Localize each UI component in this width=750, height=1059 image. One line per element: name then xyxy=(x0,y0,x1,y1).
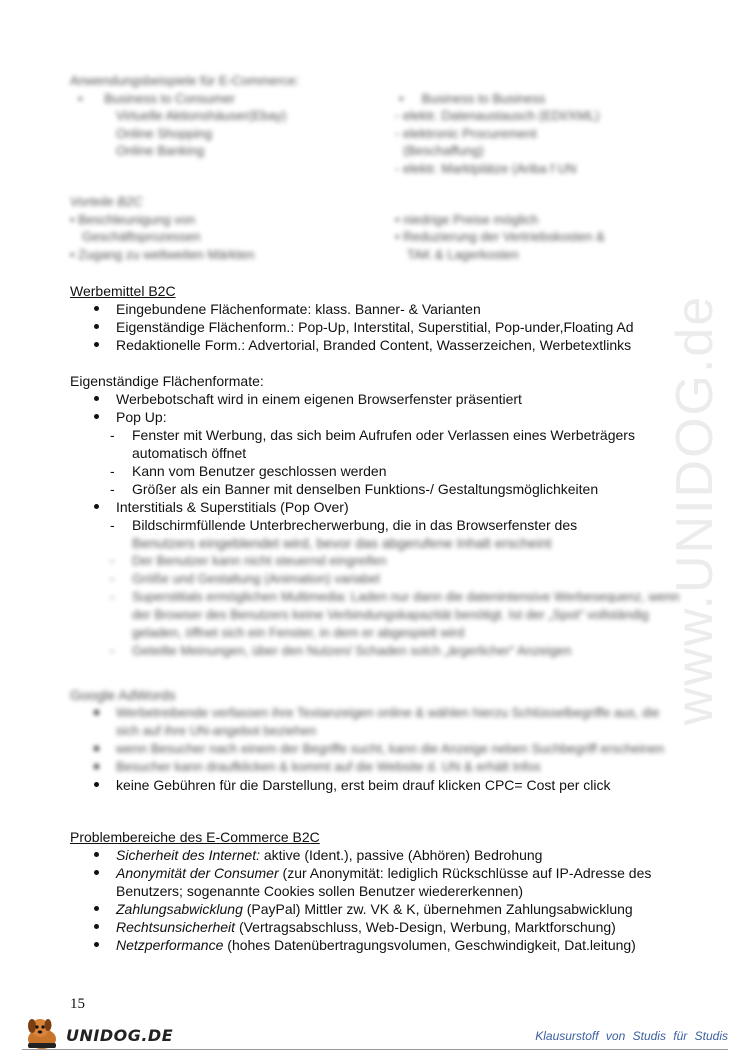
popup-list xyxy=(70,426,682,498)
examples-right-item: - elektr. Marktplätze (Ariba f UN xyxy=(395,160,577,176)
interstitial-blur-list xyxy=(70,552,682,660)
problem-text: aktive (Ident.), passive (Abhören) Bedrohung xyxy=(259,847,543,863)
list-item xyxy=(70,846,682,864)
list-item: Werbetreibende verfassen ihre Textanzeigen online & wählen hierzu Schlüsselbegriffe aus, die sich auf ihre UN-angebot beziehen xyxy=(70,704,682,740)
problem-text: (hohes Datenübertragungsvolumen, Geschwindigkeit, Dat.leitung) xyxy=(223,937,636,953)
sub-list-item: - Kann vom Benutzer geschlossen werden xyxy=(70,462,682,480)
examples-right-item: - elektronic Procurement xyxy=(395,125,537,141)
advantages-right-item: • niedrige Preise möglich xyxy=(395,211,539,227)
advantages-left-column xyxy=(70,211,390,264)
werbemittel-list xyxy=(70,300,682,354)
advantages-left-item: • Zugang zu weltweiten Märkten xyxy=(70,246,255,262)
list-item: Werbebotschaft wird in einem eigenen Browserfenster präsentiert xyxy=(70,390,682,408)
logo-text: UNIDOG.DE xyxy=(66,1026,174,1045)
problem-text: (PayPal) Mittler zw. VK & K, übernehmen Zahlungsabwicklung xyxy=(242,901,633,917)
problem-term: Zahlungsabwicklung xyxy=(116,901,243,917)
unidog-logo xyxy=(22,1012,174,1052)
footer-tagline: Klausurstoff von Studis für Studis xyxy=(535,1029,728,1043)
sub-list-item: - Der Benutzer kann nicht steuernd eingreifen xyxy=(70,552,682,570)
interstitial-first-line: - Bildschirmfüllende Unterbrecherwerbung, die in das Browserfenster des xyxy=(132,517,578,533)
probleme-title: Problembereiche des E-Commerce B2C xyxy=(70,829,320,845)
advantages-left-item: Geschäftsprozessen xyxy=(82,229,201,244)
werbemittel-title: Werbemittel B2C xyxy=(70,283,176,299)
problem-term: Netzperformance xyxy=(116,937,224,953)
list-item: Besucher kann draufklicken & kommt auf die Website d. UN & erhält Infos xyxy=(70,758,682,776)
eigen-section xyxy=(70,372,682,660)
sub-list-item xyxy=(70,516,682,552)
examples-left-column: • Business to Consumer Virtuelle Aktionshäuser(Ebay) Online Shopping Online Banking xyxy=(70,90,390,160)
sub-list-item: - Geteilte Meinungen, über den Nutzen/ Schaden solch „ärgerlicher“ Anzeigen xyxy=(70,642,682,660)
list-item: Interstitials & Superstitials (Pop Over) xyxy=(70,498,682,516)
advantages-right-column xyxy=(395,211,685,264)
examples-right-column: • Business to Business - elektr. Datenaustausch (EDI/XML) - elektronic Procurement (Beschaffung) - elektr. Marktplätze (Ariba f UN xyxy=(395,90,685,178)
list-item: Eigenständige Flächenform.: Pop-Up, Interstital, Superstitial, Pop-under,Floating Ad xyxy=(70,318,682,336)
advantages-right-item: • Reduzierung der Vertriebskosten & xyxy=(395,229,605,244)
sub-list-item: - Fenster mit Werbung, das sich beim Aufrufen oder Verlassen eines Werbeträgers automatisch öffnet xyxy=(70,426,682,462)
examples-left-heading: Business to Consumer xyxy=(104,90,236,106)
advantages-right-item: TAK & Lagerkosten xyxy=(407,246,519,262)
list-item xyxy=(70,918,682,936)
google-blur-list xyxy=(70,704,682,776)
problem-term: Anonymität der Consumer xyxy=(116,865,279,881)
list-item: Redaktionelle Form.: Advertorial, Branded Content, Wasserzeichen, Werbetextlinks xyxy=(70,336,682,354)
probleme-section xyxy=(70,828,682,954)
examples-left-item: Online Banking xyxy=(116,143,205,158)
problem-term: Sicherheit des Internet: xyxy=(116,847,260,863)
footer-divider xyxy=(22,1049,728,1050)
examples-right-heading: Business to Business xyxy=(421,90,546,106)
examples-right-item: (Beschaffung) xyxy=(403,143,484,158)
watermark-text: www.UNIDOG.de xyxy=(666,294,724,726)
page-number: 15 xyxy=(70,996,85,1012)
sub-list-item: - Größer als ein Banner mit denselben Funktions-/ Gestaltungsmöglichkeiten xyxy=(70,480,682,498)
sub-list-item: - Größe und Gestaltung (Animation) variabel xyxy=(70,570,682,588)
google-title: Google AdWords xyxy=(70,687,176,703)
examples-title: Anwendungsbeispiele für E-Commerce: xyxy=(70,73,300,88)
list-item: wenn Besucher nach einem der Begriffe sucht, kann die Anzeige neben Suchbegriff erscheinen xyxy=(70,740,682,758)
problem-text: (zur Anonymität: lediglich Rückschlüsse auf IP-Adresse des Benutzers; sogenannte Cookies sollen Benutzer wiedererkennen) xyxy=(116,865,652,899)
sub-list-item: - Superstitials ermöglichen Multimedia: Laden nur dann die datenintensive Werbesequenz, wenn der Browser des Benutzers keine Verbindungskapazität benötigt. Ist der „Spot“ vollständig geladen, öffnet sich ein Fenster, in dem er abgespielt wird xyxy=(70,588,682,642)
werbemittel-section xyxy=(70,282,682,354)
examples-right-item: - elektr. Datenaustausch (EDI/XML) xyxy=(395,108,600,123)
examples-left-item: Online Shopping xyxy=(116,125,213,141)
popup-heading: Pop Up: xyxy=(116,409,167,425)
interstitial-first-cont: Benutzers eingeblendet wird, bevor das abgerufene Inhalt erscheint xyxy=(132,535,552,551)
list-item: Eingebundene Flächenformate: klass. Banner- & Varianten xyxy=(70,300,682,318)
list-item xyxy=(70,936,682,954)
dog-icon xyxy=(22,1012,62,1052)
list-item xyxy=(70,408,682,426)
examples-block xyxy=(70,72,680,182)
eigen-title: Eigenständige Flächenformate: xyxy=(70,373,264,389)
advantages-title: Vorteile B2C xyxy=(70,194,143,209)
advantages-left-item: • Beschleunigung von xyxy=(70,211,196,227)
interstitial-list xyxy=(70,516,682,552)
problem-text: (Vertragsabschluss, Web-Design, Werbung, Marktforschung) xyxy=(235,919,616,935)
examples-left-item: Virtuelle Aktionshäuser(Ebay) xyxy=(116,108,287,123)
advantages-block xyxy=(70,193,680,273)
probleme-list xyxy=(70,846,682,954)
problem-term: Rechtsunsicherheit xyxy=(116,919,236,935)
list-item xyxy=(70,900,682,918)
list-item xyxy=(70,864,682,900)
google-section xyxy=(70,686,682,794)
list-item: keine Gebühren für die Darstellung, erst beim drauf klicken CPC= Cost per click xyxy=(70,776,682,794)
